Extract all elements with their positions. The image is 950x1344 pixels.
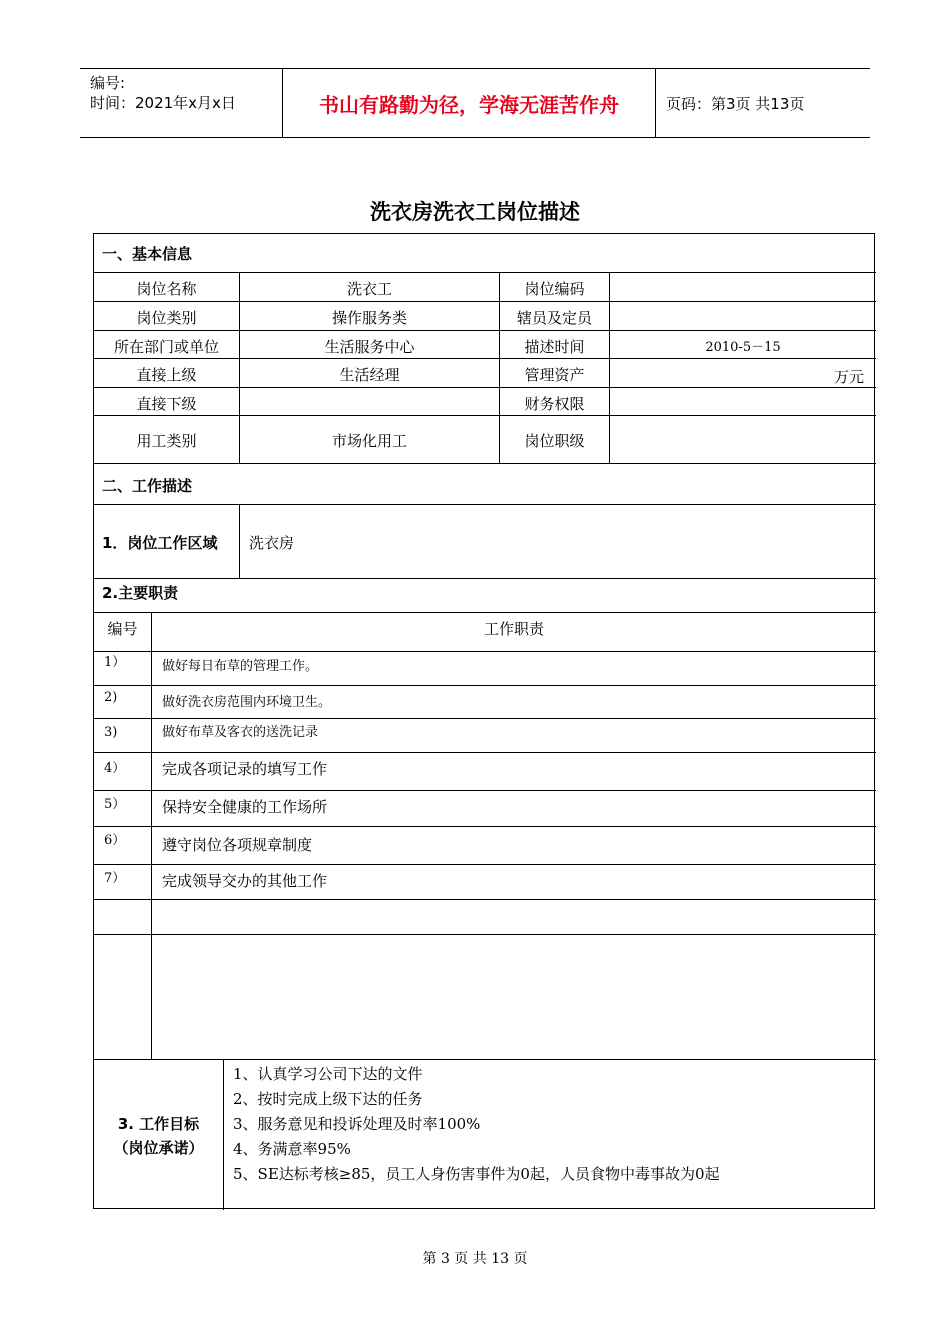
duties-heading: 2.主要职责	[102, 584, 179, 602]
work-area-value: 洗衣房	[249, 534, 295, 552]
section1-heading: 一、基本信息	[102, 245, 193, 263]
label-job-name: 岗位名称	[136, 280, 197, 298]
label-department: 所在部门或单位	[113, 338, 219, 356]
duty-text: 保持安全健康的工作场所	[162, 798, 328, 816]
work-area-label: 1．岗位工作区域	[102, 534, 218, 552]
duty-number: 5）	[104, 797, 126, 812]
header-motto: 书山有路勤为径，学海无涯苦作舟	[282, 69, 656, 137]
label-managed-assets: 管理资产	[524, 366, 585, 384]
duty-text: 做好布草及客衣的送洗记录	[162, 725, 319, 740]
goal-item: 2、按时完成上级下达的任务	[233, 1090, 423, 1108]
label-direct-superior: 直接上级	[136, 366, 197, 384]
duty-number: 3)	[104, 725, 118, 740]
page-header	[80, 68, 870, 138]
duty-text: 做好每日布草的管理工作。	[162, 659, 319, 674]
time-label: 时间：2021年x月x日	[90, 94, 236, 112]
value-job-category: 操作服务类	[331, 309, 407, 327]
label-financial-authority: 财务权限	[524, 395, 585, 413]
duty-number: 2)	[104, 690, 118, 705]
page-title: 洗衣房洗衣工岗位描述	[370, 200, 580, 224]
duty-number: 4）	[104, 761, 126, 776]
label-employment-type: 用工类别	[136, 432, 197, 450]
goals-label: 3. 工作目标	[117, 1115, 200, 1133]
goal-item: 1、认真学习公司下达的文件	[233, 1065, 423, 1083]
duty-text: 完成各项记录的填写工作	[162, 760, 328, 778]
duty-text: 做好洗衣房范围内环境卫生。	[162, 695, 332, 710]
duty-text: 完成领导交办的其他工作	[162, 872, 328, 890]
duty-text: 遵守岗位各项规章制度	[162, 836, 313, 854]
col-header-number: 编号	[107, 620, 138, 638]
duty-number: 1）	[104, 655, 126, 670]
header-left	[90, 73, 236, 113]
job-description-table	[93, 233, 875, 1209]
goal-item: 4、务满意率95%	[233, 1140, 351, 1158]
label-job-code: 岗位编码	[524, 280, 585, 298]
label-description-date: 描述时间	[524, 338, 585, 356]
duty-number: 7）	[104, 871, 126, 886]
value-description-date: 2010-5－15	[705, 340, 781, 355]
label-direct-subordinate: 直接下级	[136, 395, 197, 413]
label-staffing: 辖员及定员	[516, 309, 592, 327]
goals-label-sub: （岗位承诺）	[113, 1139, 204, 1157]
label-job-grade: 岗位职级	[524, 432, 585, 450]
goal-item: 5、SE达标考核≥85，员工人身伤害事件为0起，人员食物中毒事故为0起	[233, 1165, 720, 1183]
value-direct-superior: 生活经理	[339, 366, 400, 384]
value-job-name: 洗衣工	[346, 280, 392, 298]
value-managed-assets: 万元	[833, 368, 864, 386]
header-page-info: 页码：第3页 共13页	[666, 94, 805, 113]
section2-heading: 二、工作描述	[102, 477, 193, 495]
value-employment-type: 市场化用工	[331, 432, 407, 450]
goal-item: 3、服务意见和投诉处理及时率100%	[233, 1115, 481, 1133]
duty-number: 6）	[104, 833, 126, 848]
value-department: 生活服务中心	[324, 338, 415, 356]
col-header-duty: 工作职责	[483, 620, 544, 638]
page-footer: 第 3 页 共 13 页	[422, 1251, 528, 1267]
label-job-category: 岗位类别	[136, 309, 197, 327]
number-label: 编号:	[90, 74, 126, 92]
